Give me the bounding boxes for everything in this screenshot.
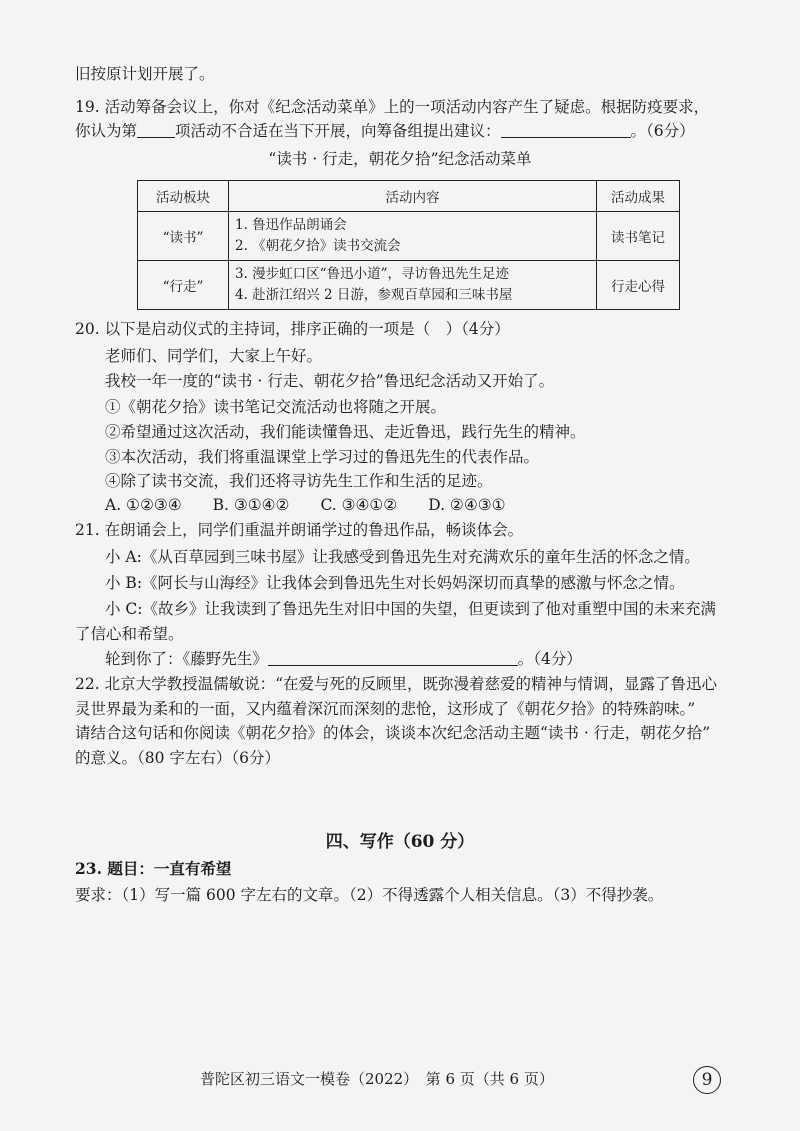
table-header: 活动成果 [597, 181, 680, 212]
table-header-row [138, 181, 680, 212]
q19-text-2: 项活动不合适在当下开展，向筹备组提出建议： [175, 122, 501, 140]
table-cell-block: “行走” [138, 261, 229, 310]
page-footer: 普陀区初三语文一模卷（2022） 第 6 页（共 6 页） [200, 1070, 554, 1088]
q19-blank-number[interactable] [137, 122, 175, 138]
q19-blank-suggestion[interactable] [501, 122, 631, 138]
q22-line: 请结合这句话和你阅读《朝花夕拾》的体会，谈谈本次纪念活动主题“读书 · 行走，朝花夕拾” [75, 724, 711, 742]
q20-line: ③本次活动，我们将重温课堂上学习过的鲁迅先生的代表作品。 [105, 448, 540, 466]
question-19-line2 [75, 120, 760, 142]
q21-text-1: 轮到你了：《藤野先生》 [105, 650, 268, 668]
question-20: 20. 以下是启动仪式的主持词，排序正确的一项是（ ）（4分） [75, 320, 510, 338]
question-23-requirements: 要求：（1）写一篇 600 字左右的文章。（2）不得透露个人相关信息。（3）不得抄袭。 [75, 886, 664, 904]
q20-line: ②希望通过这次活动，我们能读懂鲁迅、走近鲁迅，践行先生的精神。 [105, 423, 586, 441]
q21-line: 小 C:《故乡》让我读到了鲁迅先生对旧中国的失望，但更读到了他对重塑中国的未来充满 [105, 600, 717, 618]
question-21: 21. 在朗诵会上，同学们重温并朗诵学过的鲁迅作品，畅谈体会。 [75, 521, 524, 539]
table-header: 活动板块 [138, 181, 229, 212]
section-heading-writing: 四、写作（60 分） [325, 832, 475, 852]
activity-item: 1. 鲁迅作品朗诵会 [235, 217, 347, 233]
activity-item: 4. 赴浙江绍兴 2 日游，参观百草园和三味书屋 [235, 287, 513, 303]
activity-item: 3. 漫步虹口区“鲁迅小道”，寻访鲁迅先生足迹 [235, 266, 509, 282]
q20-line: 我校一年一度的“读书 · 行走、朝花夕拾”鲁迅纪念活动又开始了。 [105, 372, 555, 390]
table-cell-block: “读书” [138, 212, 229, 261]
q21-answer-blank[interactable] [268, 650, 518, 666]
line-continuation: 旧按原计划开展了。 [75, 65, 215, 83]
q21-line: 了信心和希望。 [75, 625, 184, 643]
q21-your-turn [105, 648, 760, 670]
table-row [138, 212, 680, 261]
q20-line: ①《朝花夕拾》读书笔记交流活动也将随之开展。 [105, 398, 447, 416]
q21-line: 小 B:《阿长与山海经》让我体会到鲁迅先生对长妈妈深切而真挚的感激与怀念之情。 [105, 574, 685, 592]
q20-line: ④除了读书交流，我们还将寻访先生工作和生活的足迹。 [105, 472, 493, 490]
q22-line: 的意义。（80 字左右）（6分） [75, 749, 281, 767]
q21-line: 小 A:《从百草园到三味书屋》让我感受到鲁迅先生对充满欢乐的童年生活的怀念之情。 [105, 548, 700, 566]
page-number-circle: 9 [693, 1066, 721, 1094]
q19-text-3: 。（6分） [630, 122, 695, 140]
table-cell-content [229, 212, 597, 261]
table-cell-content [229, 261, 597, 310]
activity-menu-table [137, 180, 680, 310]
table-cell-result: 读书笔记 [597, 212, 680, 261]
question-23-title: 23. 题目：一直有希望 [75, 859, 232, 878]
q22-line: 灵世界最为柔和的一面，又内蕴着深沉而深刻的悲怆，这形成了《朝花夕拾》的特殊韵味。” [75, 700, 696, 718]
q21-text-2: 。（4分） [517, 650, 582, 668]
table-title: “读书 · 行走，朝花夕拾”纪念活动菜单 [268, 150, 532, 168]
q19-text-1: 你认为第 [75, 122, 138, 140]
question-19-line1: 19. 活动筹备会议上，你对《纪念活动菜单》上的一项活动内容产生了疑虑。根据防疫要求， [75, 98, 710, 116]
activity-item: 2. 《朝花夕拾》读书交流会 [235, 238, 401, 254]
q22-line: 22. 北京大学教授温儒敏说：“在爱与死的反顾里，既弥漫着慈爱的精神与情调，显露了鲁迅心 [75, 675, 718, 693]
q20-line: 老师们、同学们，大家上午好。 [105, 347, 323, 365]
table-cell-result: 行走心得 [597, 261, 680, 310]
table-row [138, 261, 680, 310]
table-header: 活动内容 [229, 181, 597, 212]
q20-options: A. ①②③④ B. ③①④② C. ③④①② D. ②④③① [105, 496, 506, 514]
